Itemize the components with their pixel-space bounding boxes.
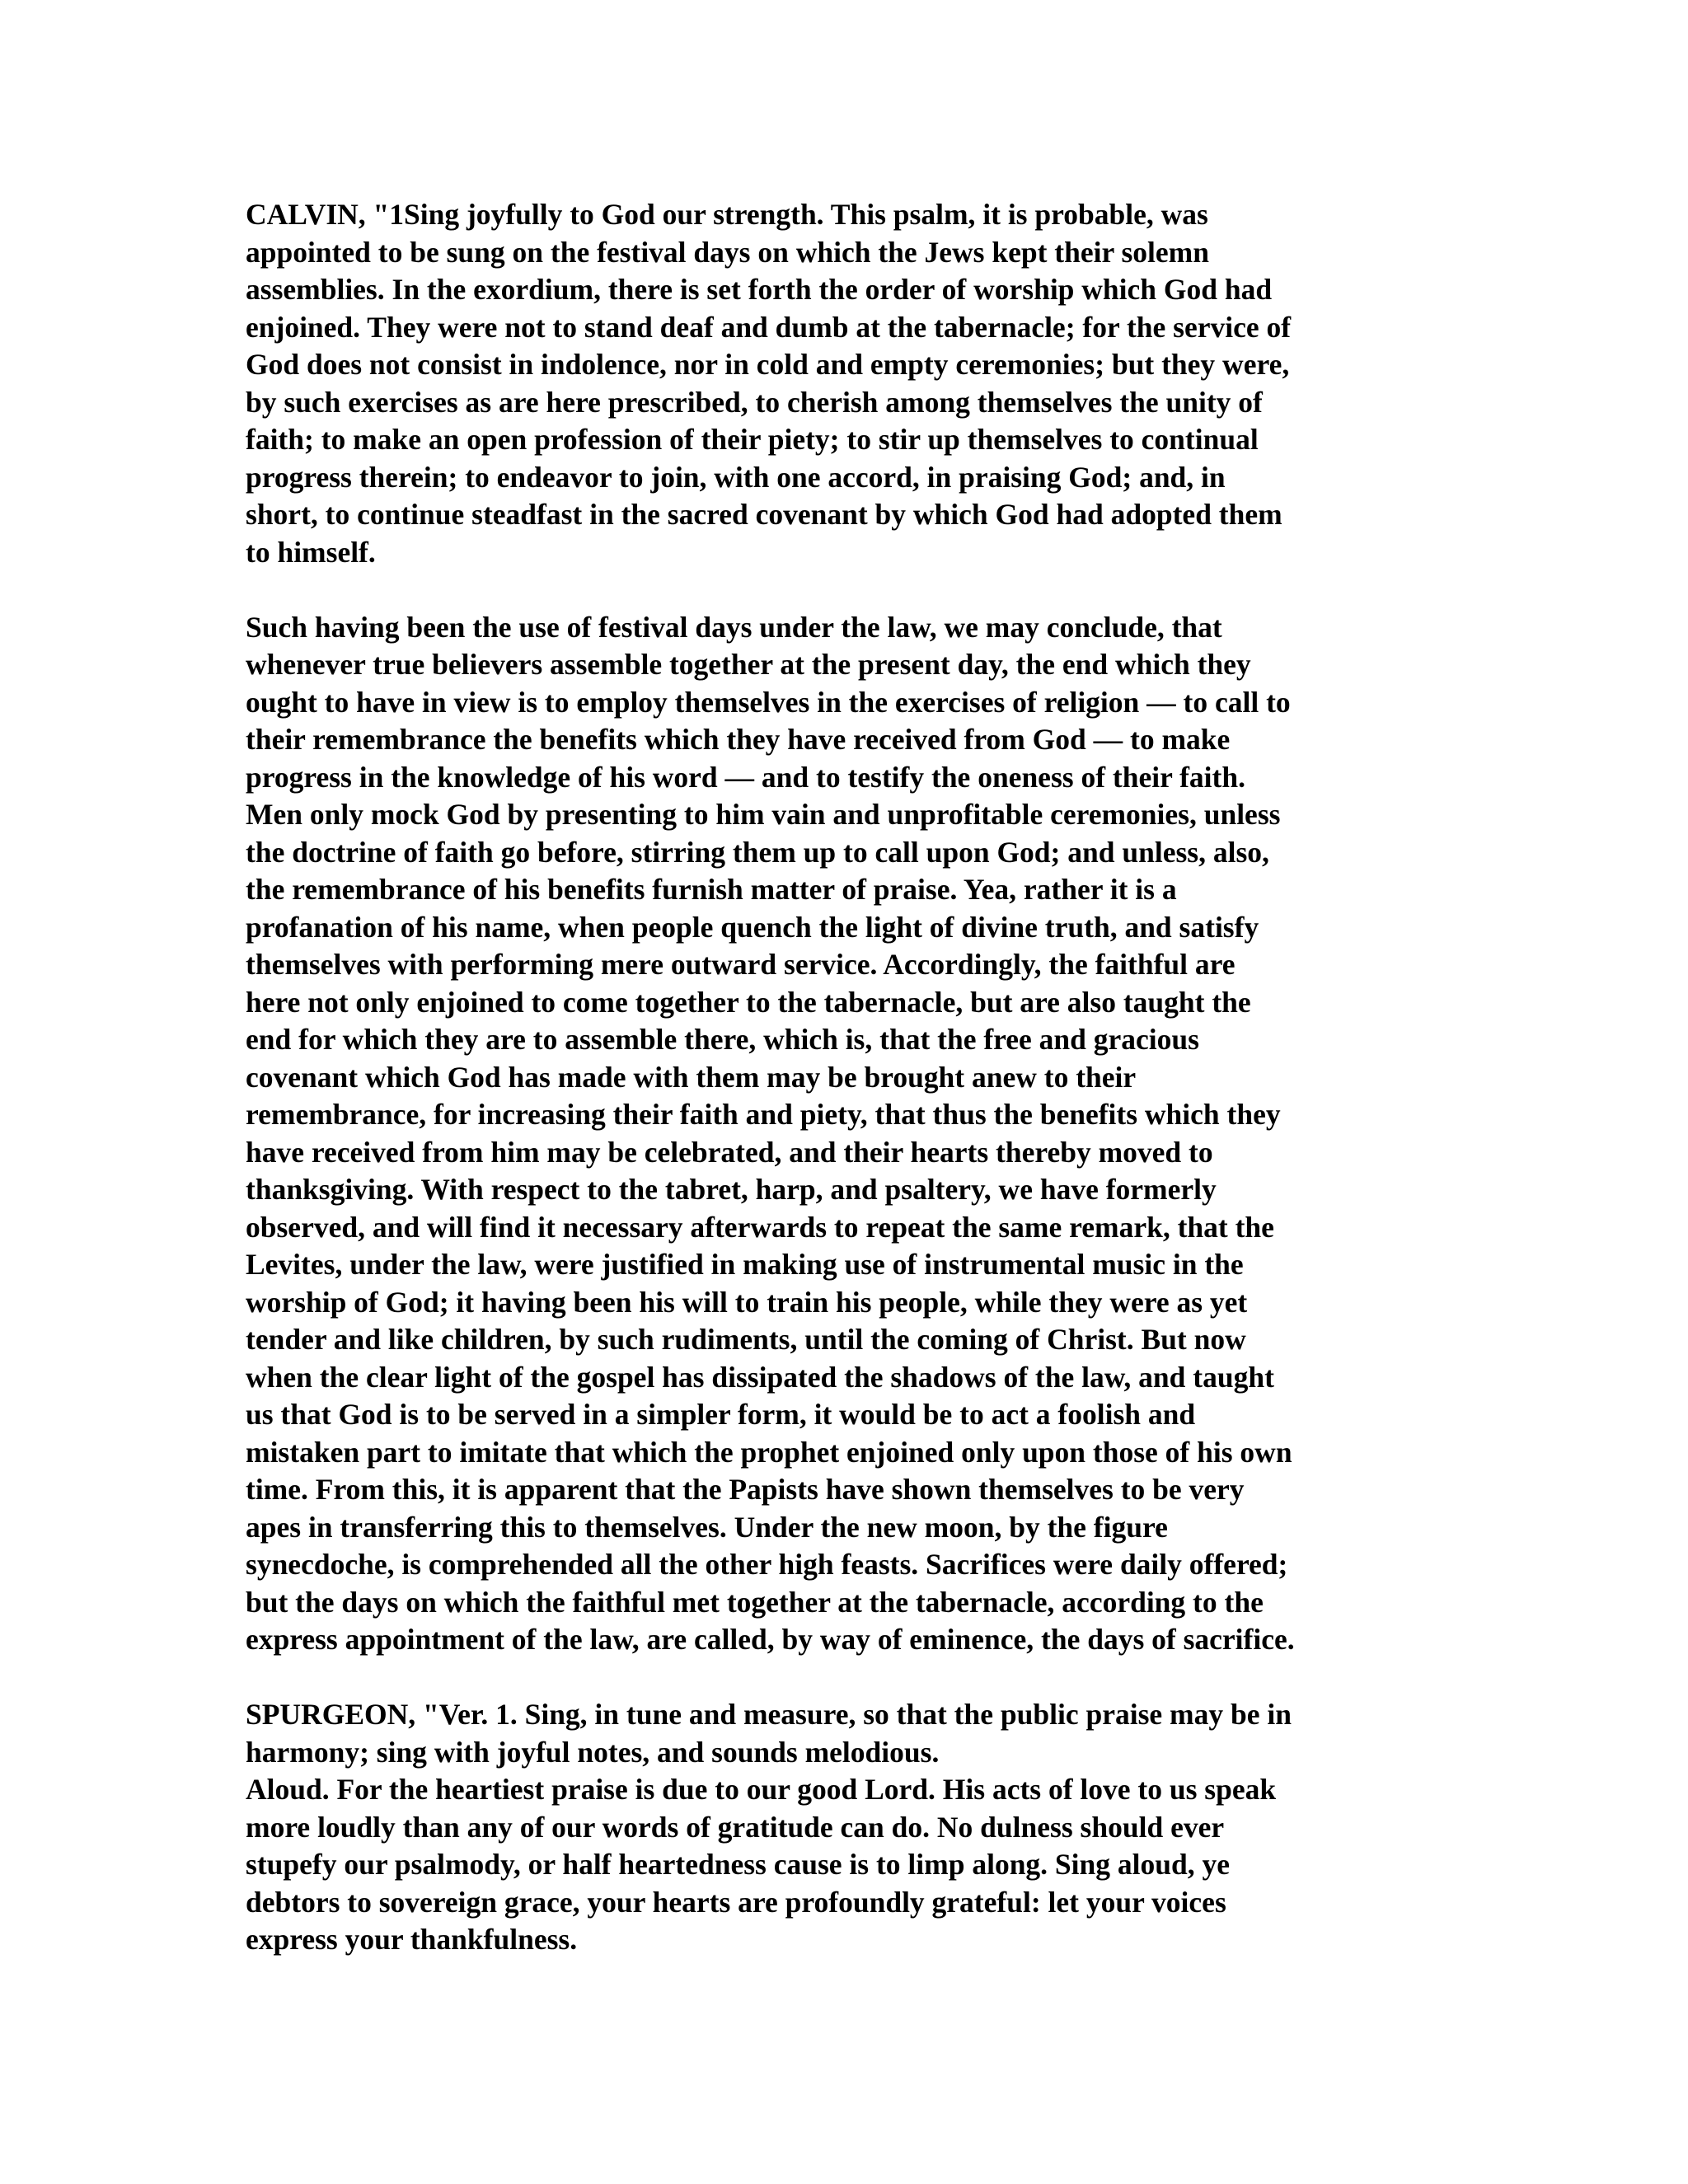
- text-line: more loudly than any of our words of gratitude can do. No dulness should ever: [246, 1810, 1225, 1844]
- text-line: express your thankfulness.: [246, 1923, 578, 1956]
- text-line: remembrance, for increasing their faith and piety, that thus the benefits which they: [246, 1098, 1281, 1131]
- text-line: express appointment of the law, are called, by way of eminence, the days of sacrifice.: [246, 1623, 1295, 1656]
- text-line: appointed to be sung on the festival days on which the Jews kept their solemn: [246, 235, 1209, 269]
- document-page: [246, 196, 1434, 1959]
- text-line: CALVIN, "1Sing joyfully to God our strength. This psalm, it is probable, was: [246, 198, 1208, 231]
- text-line: Such having been the use of festival days under the law, we may conclude, that: [246, 610, 1222, 644]
- text-line: but the days on which the faithful met together at the tabernacle, according to the: [246, 1585, 1264, 1619]
- text-line: their remembrance the benefits which they have received from God — to make: [246, 723, 1231, 756]
- text-line: Aloud. For the heartiest praise is due to our good Lord. His acts of love to us speak: [246, 1773, 1277, 1806]
- text-line: synecdoche, is comprehended all the other high feasts. Sacrifices were daily offered;: [246, 1548, 1288, 1581]
- text-line: Men only mock God by presenting to him vain and unprofitable ceremonies, unless: [246, 798, 1281, 831]
- paragraph: [246, 609, 1434, 1659]
- text-line: when the clear light of the gospel has dissipated the shadows of the law, and taught: [246, 1360, 1274, 1394]
- text-line: Levites, under the law, were justified in making use of instrumental music in the: [246, 1248, 1244, 1281]
- text-line: assemblies. In the exordium, there is set forth the order of worship which God had: [246, 273, 1273, 306]
- text-line: have received from him may be celebrated, and their hearts thereby moved to: [246, 1135, 1213, 1169]
- paragraph: [246, 196, 1434, 571]
- text-line: progress in the knowledge of his word — and to testify the oneness of their faith.: [246, 760, 1245, 794]
- text-line: tender and like children, by such rudiments, until the coming of Christ. But now: [246, 1323, 1246, 1356]
- text-line: stupefy our psalmody, or half heartedness cause is to limp along. Sing aloud, ye: [246, 1848, 1231, 1881]
- text-line: thanksgiving. With respect to the tabret, harp, and psaltery, we have formerly: [246, 1173, 1217, 1206]
- text-line: SPURGEON, "Ver. 1. Sing, in tune and measure, so that the public praise may be in: [246, 1698, 1292, 1731]
- text-line: short, to continue steadfast in the sacred covenant by which God had adopted them: [246, 498, 1282, 531]
- text-line: the remembrance of his benefits furnish matter of praise. Yea, rather it is a: [246, 873, 1177, 906]
- text-line: God does not consist in indolence, nor in cold and empty ceremonies; but they were,: [246, 348, 1290, 381]
- text-line: time. From this, it is apparent that the Papists have shown themselves to be very: [246, 1473, 1245, 1506]
- text-line: mistaken part to imitate that which the prophet enjoined only upon those of his own: [246, 1435, 1292, 1469]
- text-line: covenant which God has made with them may be brought anew to their: [246, 1060, 1137, 1094]
- text-line: by such exercises as are here prescribed, to cherish among themselves the unity of: [246, 385, 1263, 419]
- text-line: harmony; sing with joyful notes, and sounds melodious.: [246, 1735, 940, 1769]
- text-line: enjoined. They were not to stand deaf and dumb at the tabernacle; for the service of: [246, 310, 1292, 344]
- text-line: ought to have in view is to employ themselves in the exercises of religion — to call to: [246, 685, 1291, 719]
- text-line: observed, and will find it necessary afterwards to repeat the same remark, that the: [246, 1210, 1274, 1244]
- paragraph: [246, 1696, 1434, 1959]
- text-line: themselves with performing mere outward service. Accordingly, the faithful are: [246, 948, 1236, 981]
- text-line: end for which they are to assemble there, which is, that the free and gracious: [246, 1023, 1199, 1056]
- text-line: faith; to make an open profession of their piety; to stir up themselves to continual: [246, 423, 1259, 456]
- text-line: here not only enjoined to come together to the tabernacle, but are also taught the: [246, 985, 1251, 1019]
- text-line: to himself.: [246, 535, 376, 569]
- text-line: the doctrine of faith go before, stirring them up to call upon God; and unless, also,: [246, 835, 1269, 869]
- text-line: profanation of his name, when people quench the light of divine truth, and satisfy: [246, 910, 1259, 944]
- text-line: worship of God; it having been his will to train his people, while they were as yet: [246, 1285, 1248, 1319]
- text-line: us that God is to be served in a simpler form, it would be to act a foolish and: [246, 1398, 1196, 1431]
- text-line: progress therein; to endeavor to join, with one accord, in praising God; and, in: [246, 460, 1226, 494]
- text-line: debtors to sovereign grace, your hearts are profoundly grateful: let your voices: [246, 1885, 1226, 1919]
- text-line: apes in transferring this to themselves. Under the new moon, by the figure: [246, 1510, 1168, 1544]
- text-line: whenever true believers assemble together at the present day, the end which they: [246, 648, 1251, 681]
